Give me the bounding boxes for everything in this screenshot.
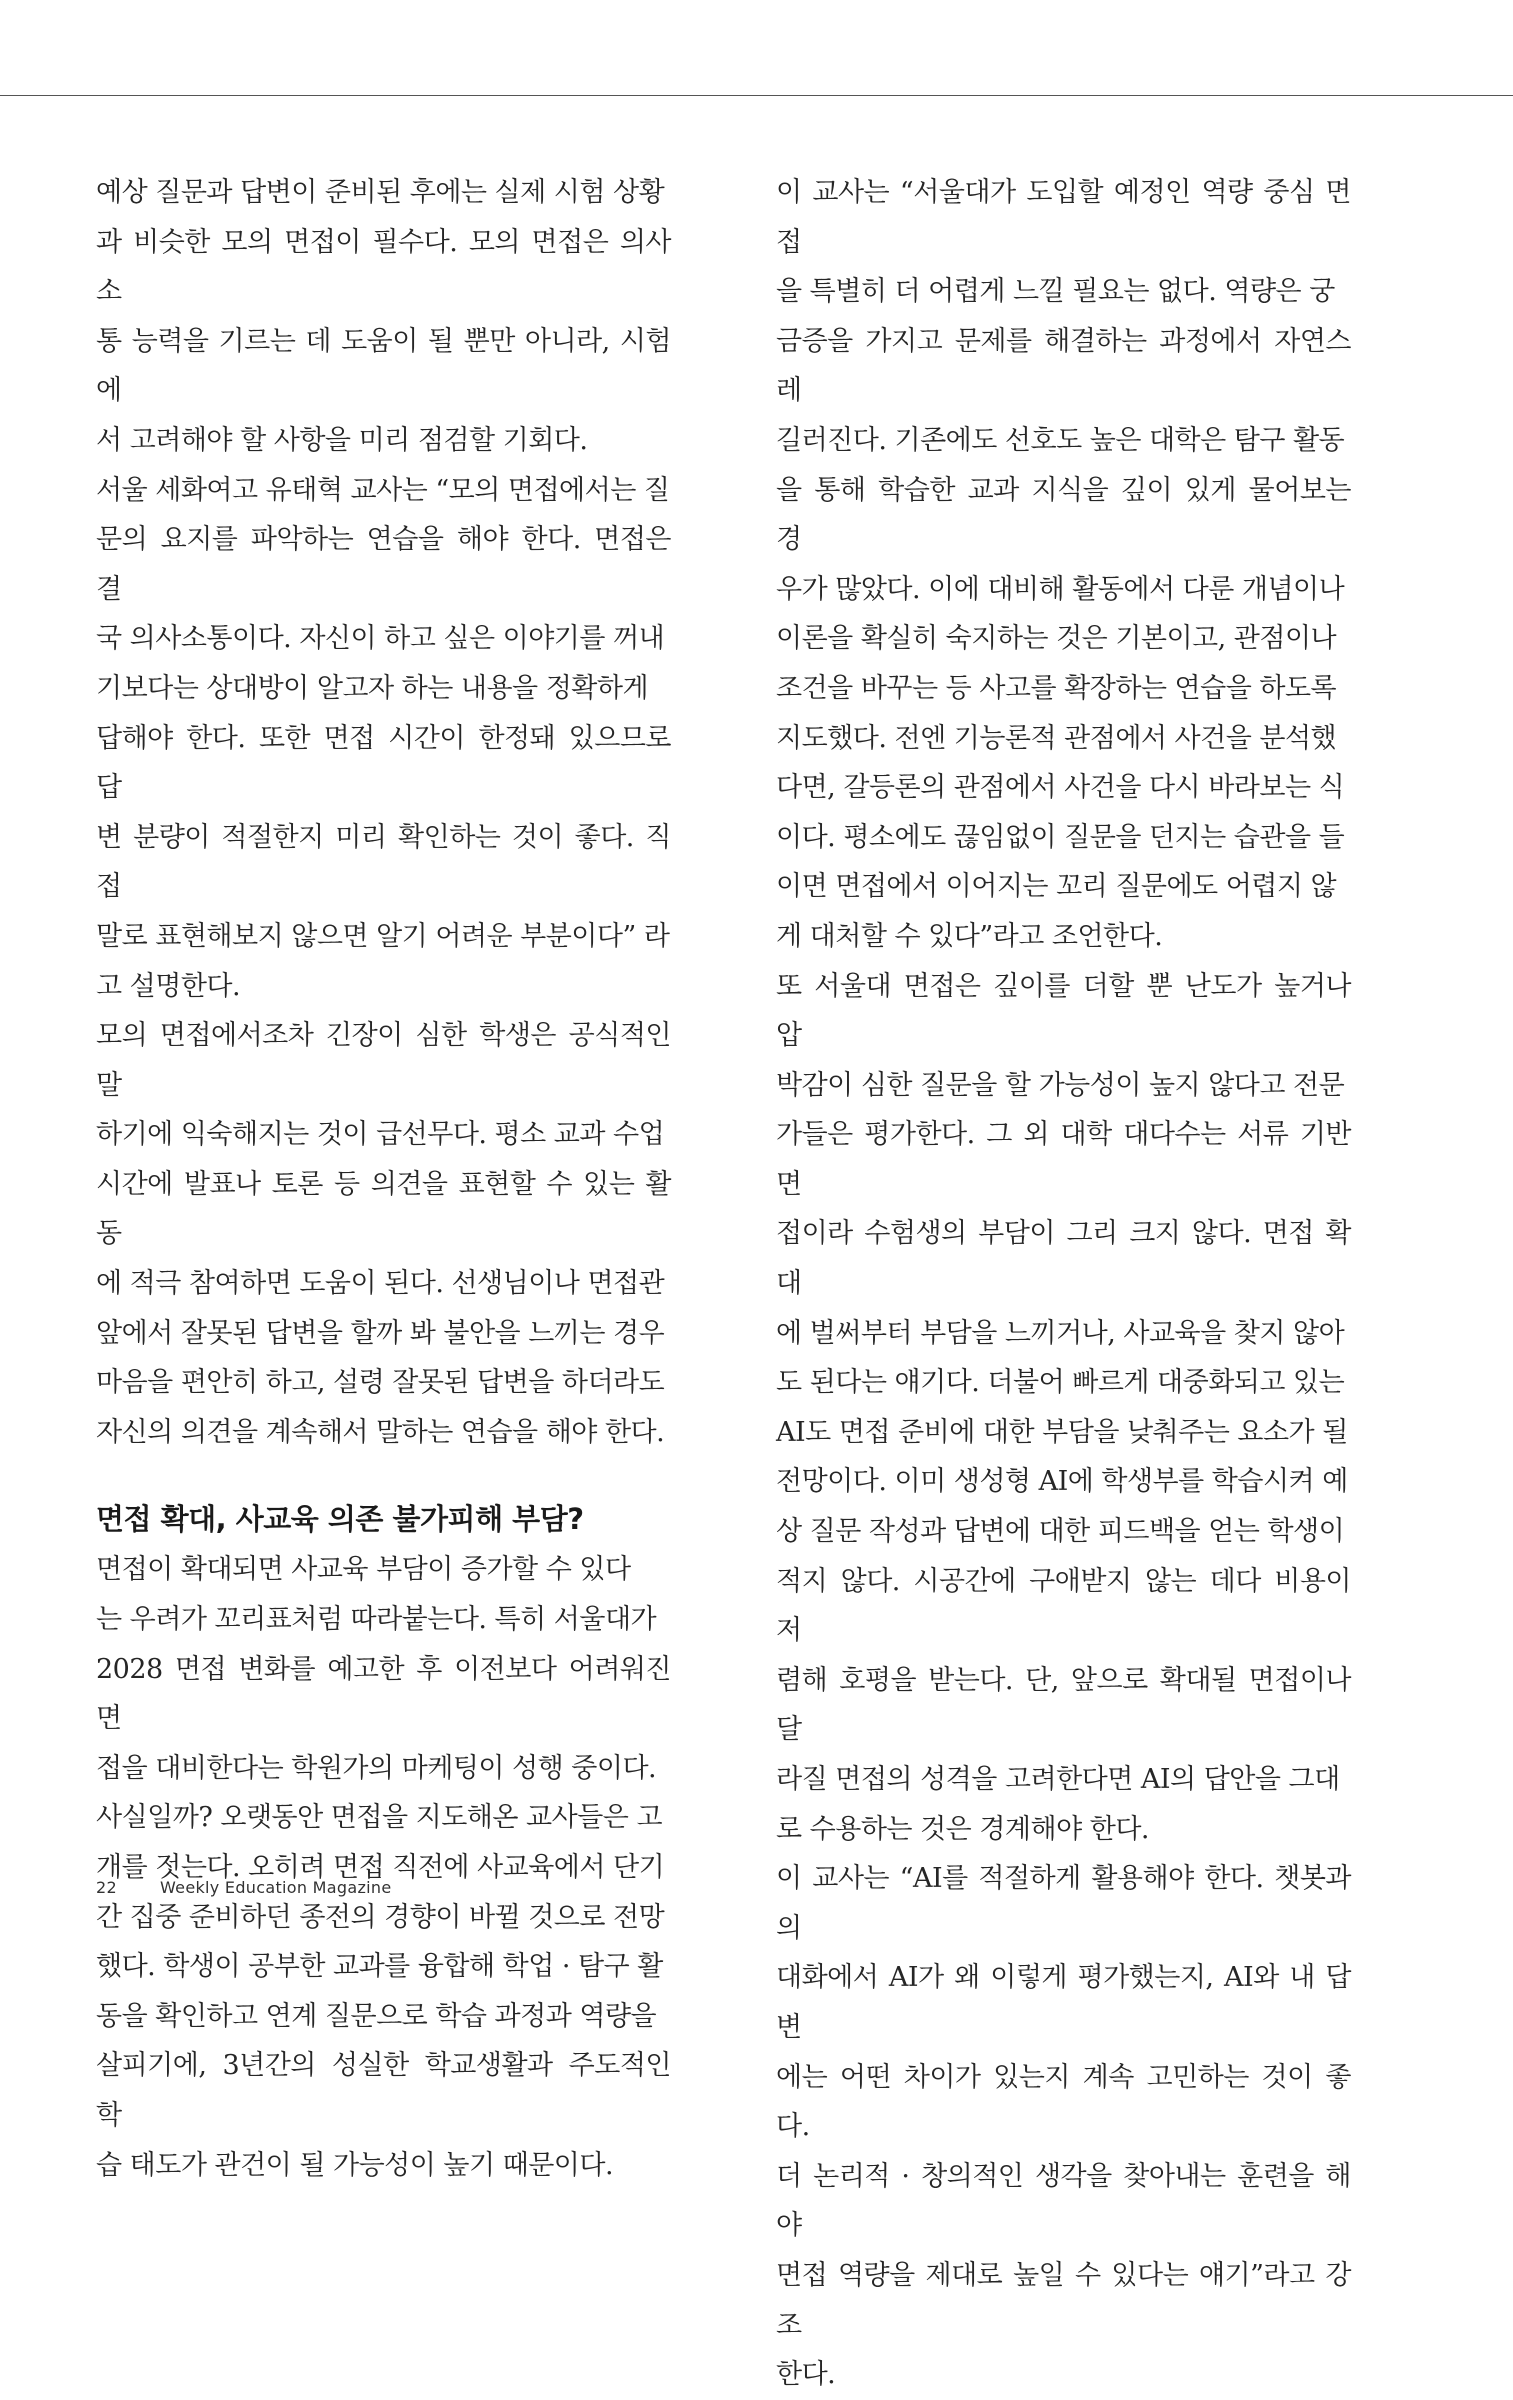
- body-paragraph: 면접이 확대되면 사교육 부담이 증가할 수 있다 는 우려가 꼬리표처럼 따라붙는다. 특히 서울대가 2028 면접 변화를 예고한 후 이전보다 어려워진 면 접을 대비한다는 학원가의 마케팅이 성행 중이다. 사실일까? 오랫동안 면접을 지도해온 교사들은 고 개를 젓는다. 오히려 면접 직전에 사교육에서 단기 간 집중 준비하던 종전의 경향이 바뀔 것으로 전망 했다. 학생이 공부한 교과를 융합해 학업 · 탐구 활 동을 확인하고 연계 질문으로 학습 과정과 역량을 살피기에, 3년간의 성실한 학교생활과 주도적인 학 습 태도가 관건이 될 가능성이 높기 때문이다.: [96, 1554, 671, 2181]
- page-number: 22: [96, 1878, 117, 1897]
- body-paragraph: 이 교사는 “서울대가 도입할 예정인 역량 중심 면접 을 특별히 더 어렵게 느낄 필요는 없다. 역량은 궁 금증을 가지고 문제를 해결하는 과정에서 자연스레 길러진다. 기존에도 선호도 높은 대학은 탐구 활동 을 통해 학습한 교과 지식을 깊이 있게 물어보는 경 우가 많았다. 이에 대비해 활동에서 다룬 개념이나 이론을 확실히 숙지하는 것은 기본이고, 관점이나 조건을 바꾸는 등 사고를 확장하는 연습을 하도록 지도했다. 전엔 기능론적 관점에서 사건을 분석했 다면, 갈등론의 관점에서 사건을 다시 바라보는 식 이다. 평소에도 끊임없이 질문을 던지는 습관을 들 이면 면접에서 이어지는 꼬리 질문에도 어렵지 않 게 대처할 수 있다”라고 조언한다.: [776, 177, 1351, 952]
- top-rule: [0, 95, 1513, 96]
- section-heading: 면접 확대, 사교육 의존 불가피해 부담?: [96, 1502, 584, 1537]
- body-paragraph: 예상 질문과 답변이 준비된 후에는 실제 시험 상황 과 비슷한 모의 면접이 필수다. 모의 면접은 의사소 통 능력을 기르는 데 도움이 될 뿐만 아니라, 시험에 서 고려해야 할 사항을 미리 점검할 기회다.: [96, 177, 671, 456]
- body-paragraph: 서울 세화여고 유태혁 교사는 “모의 면접에서는 질 문의 요지를 파악하는 연습을 해야 한다. 면접은 결 국 의사소통이다. 자신이 하고 싶은 이야기를 꺼내 기보다는 상대방이 알고자 하는 내용을 정확하게 답해야 한다. 또한 면접 시간이 한정돼 있으므로 답 변 분량이 적절한지 미리 확인하는 것이 좋다. 직접 말로 표현해보지 않으면 알기 어려운 부분이다” 라 고 설명한다.: [96, 474, 671, 1002]
- body-paragraph: 이 교사는 “AI를 적절하게 활용해야 한다. 챗봇과의 대화에서 AI가 왜 이렇게 평가했는지, AI와 내 답변 에는 어떤 차이가 있는지 계속 고민하는 것이 좋다. 더 논리적 · 창의적인 생각을 찾아내는 훈련을 해야 면접 역량을 제대로 높일 수 있다는 얘기”라고 강조 한다.: [776, 1863, 1351, 2391]
- page-footer: [96, 1878, 391, 1897]
- publication-name: Weekly Education Magazine: [160, 1878, 392, 1897]
- body-paragraph: 모의 면접에서조차 긴장이 심한 학생은 공식적인 말 하기에 익숙해지는 것이 급선무다. 평소 교과 수업 시간에 발표나 토론 등 의견을 표현할 수 있는 활동 에 적극 참여하면 도움이 된다. 선생님이나 면접관 앞에서 잘못된 답변을 할까 봐 불안을 느끼는 경우 마음을 편안히 하고, 설령 잘못된 답변을 하더라도 자신의 의견을 계속해서 말하는 연습을 해야 한다.: [96, 1020, 671, 1448]
- right-column: [776, 168, 1351, 2400]
- body-paragraph: 또 서울대 면접은 깊이를 더할 뿐 난도가 높거나 압 박감이 심한 질문을 할 가능성이 높지 않다고 전문 가들은 평가한다. 그 외 대학 대다수는 서류 기반 면 접이라 수험생의 부담이 그리 크지 않다. 면접 확대 에 벌써부터 부담을 느끼거나, 사교육을 찾지 않아 도 된다는 얘기다. 더불어 빠르게 대중화되고 있는 AI도 면접 준비에 대한 부담을 낮춰주는 요소가 될 전망이다. 이미 생성형 AI에 학생부를 학습시켜 예 상 질문 작성과 답변에 대한 피드백을 얻는 학생이 적지 않다. 시공간에 구애받지 않는 데다 비용이 저 렴해 호평을 받는다. 단, 앞으로 확대될 면접이나 달 라질 면접의 성격을 고려한다면 AI의 답안을 그대 로 수용하는 것은 경계해야 한다.: [776, 970, 1351, 1845]
